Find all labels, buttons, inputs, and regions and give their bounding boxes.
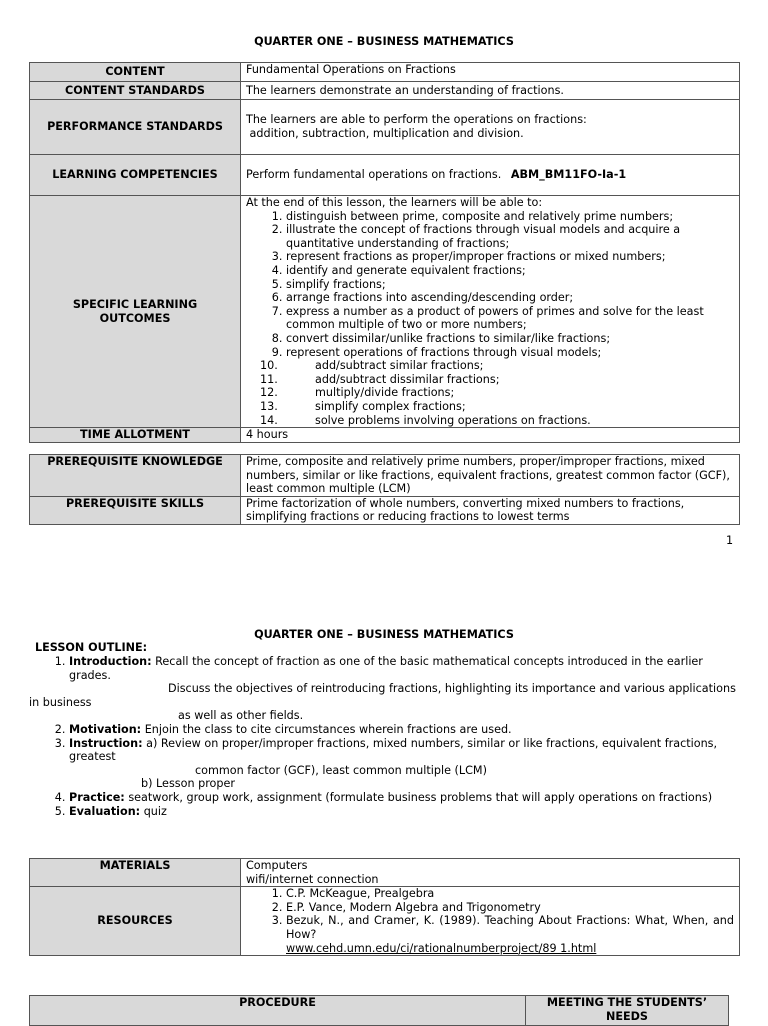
practice-label: Practice: [69, 790, 125, 804]
lesson-outline [29, 655, 739, 818]
page-number: 1 [726, 534, 734, 547]
evaluation-label: Evaluation: [69, 804, 141, 818]
time-allotment-label: TIME ALLOTMENT [30, 428, 241, 443]
meeting-needs-label [526, 996, 729, 1026]
list-text: solve problems involving operations on fractions. [315, 413, 591, 427]
intro-text-3: as well as other fields. [178, 709, 304, 723]
procedure-label: PROCEDURE [30, 996, 526, 1026]
outcomes-label-line: OUTCOMES [99, 311, 171, 325]
materials-line: wifi/internet connection [246, 872, 379, 886]
list-item: 2. E.P. Vance, Modern Algebra and Trigonometry [286, 901, 734, 915]
instruction-text-3: b) Lesson proper [141, 777, 235, 791]
performance-standards-label: PERFORMANCE STANDARDS [30, 100, 241, 155]
outcomes-label-line: SPECIFIC LEARNING [72, 297, 198, 311]
table-row [30, 428, 740, 443]
list-number: 14. [260, 413, 278, 427]
list-item: 3. Bezuk, N., and Cramer, K. (1989). Teaching About Fractions: What, When, and How? [286, 914, 734, 941]
outcomes-tabbed-list [246, 359, 734, 427]
list-item: 6. arrange fractions into ascending/descending order; [286, 291, 734, 305]
list-item [260, 386, 734, 400]
materials-table [29, 858, 740, 956]
table-row [30, 455, 740, 497]
instruction-text: a) Review on proper/improper fractions, mixed numbers, similar or like fractions, equivalent fractions, greatest [69, 736, 718, 764]
list-item: 9. represent operations of fractions through visual models; [286, 346, 734, 360]
list-item [69, 723, 739, 737]
procedure-table [29, 995, 729, 1026]
specific-outcomes-value [241, 196, 740, 428]
learning-competencies-label: LEARNING COMPETENCIES [30, 155, 241, 196]
performance-line: addition, subtraction, multiplication and division. [246, 127, 524, 140]
resources-label: RESOURCES [30, 887, 241, 956]
page-title: QUARTER ONE – BUSINESS MATHEMATICS [254, 35, 514, 48]
table-row [30, 100, 740, 155]
lesson-outline-heading: LESSON OUTLINE: [35, 641, 148, 654]
motivation-label: Motivation: [69, 722, 142, 736]
table-row [30, 859, 740, 887]
lesson-info-table [29, 62, 740, 443]
materials-line: Computers [246, 859, 308, 872]
instruction-label: Instruction: [69, 736, 143, 750]
resource-link[interactable]: www.cehd.umn.edu/ci/rationalnumberproject/89 1.html [286, 941, 597, 955]
list-item: 3. represent fractions as proper/improper fractions or mixed numbers; [286, 250, 734, 264]
list-number: 10. [260, 359, 278, 373]
performance-standards-value [241, 100, 740, 155]
needs-label-line: NEEDS [606, 1009, 648, 1023]
list-number: 12. [260, 386, 278, 400]
list-item: 2. illustrate the concept of fractions through visual models and acquire a quantitative understanding of fractions; [286, 223, 734, 250]
resources-list [246, 887, 734, 941]
list-item [260, 400, 734, 414]
table-row [30, 996, 729, 1026]
prerequisite-skills-label: PREREQUISITE SKILLS [30, 496, 241, 524]
resources-value [241, 887, 740, 956]
lesson-outline-list [29, 655, 739, 818]
list-item: 1. C.P. McKeague, Prealgebra [286, 887, 734, 901]
list-item [29, 655, 739, 723]
learning-competencies-value [241, 155, 740, 196]
list-item [260, 414, 734, 428]
list-text: simplify complex fractions; [315, 399, 466, 413]
list-text: multiply/divide fractions; [315, 386, 455, 400]
list-item [69, 805, 739, 819]
performance-line: The learners are able to perform the operations on fractions: [246, 113, 587, 127]
list-item [69, 791, 739, 805]
intro-text: Recall the concept of fraction as one of the basic mathematical concepts introduced in the earlier grades. [69, 655, 703, 682]
needs-label-line: MEETING THE STUDENTS’ [546, 996, 708, 1009]
outcomes-list [246, 210, 734, 360]
table-row [30, 63, 740, 82]
list-number: 13. [260, 399, 278, 413]
content-standards-value: The learners demonstrate an understanding of fractions. [241, 82, 740, 100]
list-item [260, 373, 734, 387]
competencies-text: Perform fundamental operations on fractions. [246, 168, 502, 182]
table-row [30, 496, 740, 524]
competency-code: ABM_BM11FO-Ia-1 [510, 168, 627, 182]
list-item: 8. convert dissimilar/unlike fractions to similar/like fractions; [286, 332, 734, 346]
outcomes-intro: At the end of this lesson, the learners will be able to: [246, 196, 543, 209]
practice-text: seatwork, group work, assignment (formulate business problems that will apply operations on fractions) [124, 790, 713, 804]
materials-value [241, 859, 740, 887]
page-title: QUARTER ONE – BUSINESS MATHEMATICS [254, 628, 514, 641]
list-number: 11. [260, 372, 278, 386]
list-item: 1. distinguish between prime, composite and relatively prime numbers; [286, 210, 734, 224]
prerequisite-knowledge-label: PREREQUISITE KNOWLEDGE [30, 455, 241, 497]
instruction-text-2: common factor (GCF), least common multiple (LCM) [195, 763, 487, 777]
table-row [30, 887, 740, 956]
list-item: 5. simplify fractions; [286, 278, 734, 292]
list-item [69, 737, 739, 791]
list-text: add/subtract similar fractions; [315, 359, 484, 373]
time-allotment-value: 4 hours [241, 428, 740, 443]
list-item [260, 359, 734, 373]
intro-label: Introduction: [69, 655, 152, 668]
materials-label: MATERIALS [30, 859, 241, 887]
content-value: Fundamental Operations on Fractions [241, 63, 740, 82]
content-label: CONTENT [30, 63, 241, 82]
list-item: 7. express a number as a product of powers of primes and solve for the least common multiple of two or more numbers; [286, 305, 734, 332]
list-text: add/subtract dissimilar fractions; [315, 372, 500, 386]
table-row [30, 155, 740, 196]
intro-text-2: Discuss the objectives of reintroducing fractions, highlighting its importance and various applications in business [29, 682, 736, 709]
evaluation-text: quiz [140, 804, 167, 818]
list-item: 4. identify and generate equivalent fractions; [286, 264, 734, 278]
table-row [30, 82, 740, 100]
motivation-text: Enjoin the class to cite circumstances wherein fractions are used. [141, 722, 512, 736]
prerequisite-skills-value: Prime factorization of whole numbers, converting mixed numbers to fractions, simplifying fractions or reducing fractions to lowest terms [241, 496, 740, 524]
prerequisite-knowledge-value: Prime, composite and relatively prime numbers, proper/improper fractions, mixed numbers, similar or like fractions, equivalent fractions, greatest common factor (GCF), least common multiple (LCM) [241, 455, 740, 497]
table-row [30, 196, 740, 428]
content-standards-label: CONTENT STANDARDS [30, 82, 241, 100]
specific-outcomes-label [30, 196, 241, 428]
prerequisites-table [29, 454, 740, 525]
